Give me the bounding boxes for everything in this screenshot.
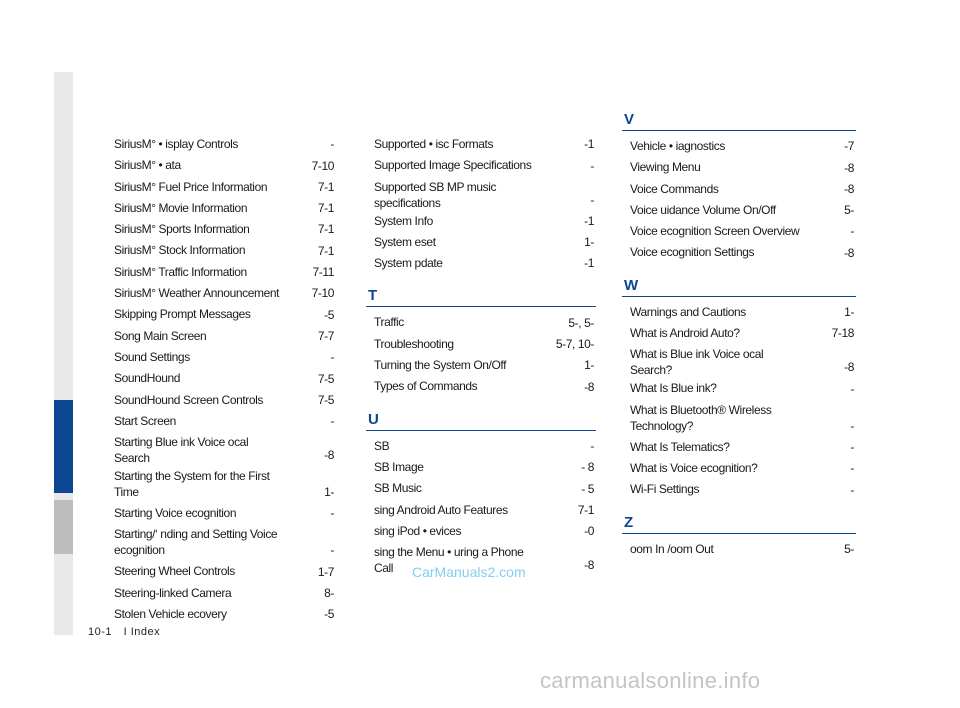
index-term: What is Bluetooth® Wireless Technology?	[630, 402, 772, 433]
index-term: Troubleshooting	[374, 336, 454, 351]
index-entry	[366, 134, 596, 155]
index-term: Steering-linked Camera	[114, 585, 232, 600]
index-term: SB Music	[374, 481, 422, 496]
index-term: Voice ecognition Settings	[630, 245, 755, 260]
index-page-ref: -7	[844, 139, 854, 154]
index-term: SiriusM° • ata	[114, 158, 181, 173]
section-divider	[622, 533, 856, 534]
index-term: SiriusM° Stock Information	[114, 243, 246, 258]
index-page-ref: -8	[844, 181, 854, 196]
index-page-ref: 7-18	[831, 326, 854, 341]
index-entry	[366, 334, 596, 355]
index-page-ref: 7-1	[317, 243, 334, 258]
index-entry	[366, 232, 596, 253]
index-entry	[114, 524, 336, 561]
index-page-ref: 7-11	[312, 265, 334, 280]
index-entry	[114, 219, 336, 240]
index-entry	[622, 242, 856, 263]
index-entry	[366, 500, 596, 521]
index-term: Supported Image Specifications	[374, 158, 532, 173]
index-page-ref: 1-	[844, 305, 854, 320]
index-entry	[622, 400, 856, 437]
index-term: sing the Menu • uring a Phone Call	[374, 545, 524, 576]
page-number: 10-1	[88, 626, 113, 638]
index-term: Starting the System for the First Time	[114, 469, 270, 500]
index-entry	[366, 355, 596, 376]
index-page-ref: -	[330, 543, 334, 558]
index-term: Voice uidance Volume On/Off	[630, 202, 776, 217]
index-page-ref: -	[590, 438, 594, 453]
section-letter-heading: Z	[624, 513, 633, 531]
index-page-ref: 7-1	[317, 222, 334, 237]
index-page-ref: -8	[584, 379, 594, 394]
index-page-ref: 7-1	[317, 179, 334, 194]
section-letter-heading: U	[368, 410, 379, 428]
index-term: Wi-Fi Settings	[630, 482, 700, 497]
section-letter-heading: V	[624, 111, 634, 128]
index-page-ref: 7-7	[317, 328, 334, 343]
index-page-ref: 5-	[844, 541, 854, 556]
index-page-ref: -	[330, 414, 334, 429]
index-term: SoundHound Screen Controls	[114, 392, 264, 407]
index-page-ref: -8	[844, 360, 854, 375]
index-term: System eset	[374, 234, 436, 249]
index-entry	[114, 604, 336, 625]
index-term: SiriusM° Traffic Information	[114, 264, 247, 279]
index-section	[622, 278, 856, 501]
index-term: SiriusM° Fuel Price Information	[114, 179, 268, 194]
index-term: Start Screen	[114, 413, 176, 428]
section-letter-heading: W	[624, 276, 638, 294]
index-page-ref: - 5	[581, 481, 594, 496]
index-page-ref: -	[330, 137, 334, 152]
index-entry	[366, 436, 596, 457]
index-term: sing iPod • evices	[374, 523, 462, 538]
chapter-tab-active	[54, 400, 73, 493]
index-page-ref: -	[850, 461, 854, 476]
index-page-ref: 7-5	[317, 371, 334, 386]
section-name: I Index	[123, 626, 161, 638]
index-term: Stolen Vehicle ecovery	[114, 607, 227, 622]
index-page-ref: -1	[584, 137, 594, 152]
index-entry	[114, 304, 336, 325]
index-page-ref: 1-7	[317, 564, 334, 579]
index-entry	[114, 283, 336, 304]
index-page-ref: 7-1	[577, 502, 594, 517]
section-divider	[366, 430, 596, 431]
page-footer	[88, 626, 168, 638]
s-continued-list	[366, 134, 596, 274]
index-page-ref: - 8	[581, 460, 594, 475]
index-term: What Is Telematics?	[630, 439, 730, 454]
section-divider	[366, 306, 596, 307]
index-term: Steering Wheel Controls	[114, 564, 235, 579]
index-entry	[366, 155, 596, 176]
col2-sections	[366, 288, 596, 576]
index-page-ref: 7-10	[311, 286, 334, 301]
index-page-ref: -8	[324, 448, 334, 463]
index-entry	[114, 432, 336, 466]
index-page-ref: -1	[584, 256, 594, 271]
index-term: Viewing Menu	[630, 160, 701, 175]
index-entry	[114, 503, 336, 524]
index-entry	[114, 155, 336, 176]
index-term: Traffic	[374, 315, 404, 330]
index-page-ref: -	[850, 381, 854, 396]
index-page-ref: 5-, 5-	[568, 315, 594, 330]
index-column-2	[366, 134, 596, 576]
index-page-ref: 8-	[324, 586, 334, 601]
index-term: SiriusM° Weather Announcement	[114, 286, 280, 301]
watermark-carmanuals2: CarManuals2.com	[412, 564, 526, 580]
index-entry	[114, 347, 336, 368]
index-entry	[622, 179, 856, 200]
index-entry	[114, 177, 336, 198]
index-page-ref: -0	[584, 524, 594, 539]
index-entry	[366, 312, 596, 333]
index-term: Starting/‘ nding and Setting Voice ecognition	[114, 527, 278, 558]
index-section	[622, 515, 856, 560]
index-term: Supported • isc Formats	[374, 137, 494, 151]
index-entry	[622, 378, 856, 399]
index-entry	[114, 390, 336, 411]
chapter-tab-inactive	[54, 500, 73, 554]
index-entry	[114, 198, 336, 219]
section-divider	[622, 130, 856, 131]
watermark-carmanualsonline: carmanualsonline.info	[540, 668, 761, 693]
index-term: oom In /oom Out	[630, 541, 714, 556]
index-entry	[622, 344, 856, 378]
index-column-1	[114, 134, 336, 625]
index-entry	[114, 326, 336, 347]
index-page-ref: -8	[584, 558, 594, 573]
index-entry	[366, 376, 596, 397]
index-section	[366, 412, 596, 576]
section-letter-heading: T	[368, 287, 377, 305]
index-term: What is Android Auto?	[630, 326, 740, 341]
index-term: Starting Blue ink Voice ocal Search	[114, 435, 249, 466]
index-page-ref: 5-7, 10-	[555, 337, 594, 352]
index-term: What Is Blue ink?	[630, 381, 717, 396]
index-page-ref: 7-5	[317, 392, 334, 407]
index-page-ref: -8	[844, 245, 854, 260]
index-entry	[366, 177, 596, 211]
index-page-ref: -	[590, 158, 594, 173]
index-term: Starting Voice ecognition	[114, 506, 237, 521]
index-entry	[114, 368, 336, 389]
index-term: Song Main Screen	[114, 328, 207, 343]
index-page-ref: -8	[844, 160, 854, 175]
index-page-ref: 5-	[844, 203, 854, 218]
index-page-ref: -	[330, 350, 334, 365]
index-section	[366, 288, 596, 397]
index-page-ref: 7-10	[311, 158, 334, 173]
index-page-ref: 7-1	[317, 201, 334, 216]
index-page-ref: -	[850, 482, 854, 497]
index-page-ref: -	[330, 506, 334, 521]
index-section	[622, 112, 856, 264]
index-term: Supported SB MP music specifications	[374, 179, 497, 210]
index-term: Warnings and Cautions	[630, 304, 746, 319]
index-term: System pdate	[374, 256, 443, 271]
index-term: Turning the System On/Off	[374, 358, 507, 373]
index-entry	[114, 134, 336, 155]
index-term: Sound Settings	[114, 349, 190, 364]
index-term: SB Image	[374, 459, 424, 474]
index-page-ref: 1-	[324, 485, 334, 500]
index-entry	[366, 253, 596, 274]
index-page-ref: 1-	[584, 235, 594, 250]
section-divider	[622, 296, 856, 297]
index-term: What is Voice ecognition?	[630, 460, 758, 475]
index-entry	[114, 561, 336, 582]
index-term: SB	[374, 438, 390, 453]
index-page-ref: 1-	[584, 358, 594, 373]
index-entry	[622, 323, 856, 344]
index-term: Vehicle • iagnostics	[630, 139, 725, 153]
index-entry	[622, 479, 856, 500]
index-entry	[114, 262, 336, 283]
index-term: Voice ecognition Screen Overview	[630, 224, 800, 239]
index-entry	[622, 221, 856, 242]
index-entry	[622, 458, 856, 479]
index-page-ref: -5	[324, 307, 334, 322]
index-entry	[114, 583, 336, 604]
index-term: System Info	[374, 213, 433, 228]
index-entry	[366, 211, 596, 232]
index-entry	[114, 466, 336, 503]
index-entry	[114, 411, 336, 432]
index-term: What is Blue ink Voice ocal Search?	[630, 347, 764, 378]
index-entry	[366, 478, 596, 499]
index-term: sing Android Auto Features	[374, 502, 508, 517]
index-page-ref: -	[850, 439, 854, 454]
index-page-ref: -	[850, 224, 854, 239]
index-page-ref: -5	[324, 607, 334, 622]
index-entry	[114, 240, 336, 261]
index-column-3	[622, 112, 856, 560]
index-entry	[622, 157, 856, 178]
index-term: SiriusM° Movie Information	[114, 200, 248, 215]
index-entry	[622, 136, 856, 157]
index-entry	[622, 539, 856, 560]
index-page-ref: -	[590, 192, 594, 207]
index-term: SoundHound	[114, 371, 181, 386]
index-entry	[622, 200, 856, 221]
index-term: Types of Commands	[374, 379, 478, 394]
index-page-ref: -	[850, 418, 854, 433]
index-entry	[366, 457, 596, 478]
index-term: Voice Commands	[630, 181, 719, 196]
index-term: SiriusM° • isplay Controls	[114, 137, 238, 151]
index-entry	[622, 437, 856, 458]
index-term: SiriusM° Sports Information	[114, 222, 250, 237]
index-page-ref: -1	[584, 213, 594, 228]
index-term: Skipping Prompt Messages	[114, 307, 251, 322]
index-entry	[366, 521, 596, 542]
index-entry	[622, 302, 856, 323]
